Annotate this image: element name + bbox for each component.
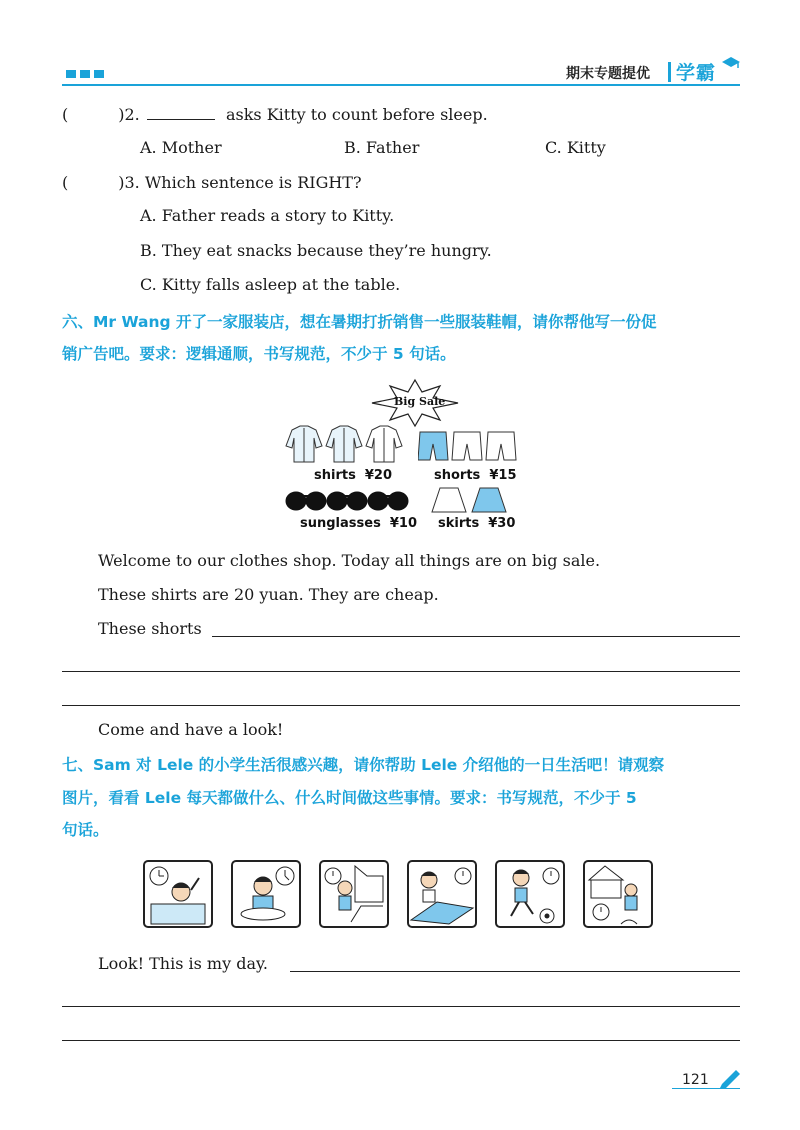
panel-play-football [495, 860, 565, 928]
header-rule [62, 84, 740, 86]
option-b[interactable]: B. Father [344, 138, 420, 157]
question-stem: Which sentence is RIGHT? [144, 173, 362, 192]
header-brand-logo: 学霸 [676, 62, 717, 84]
ad-text-line2: These shirts are 20 yuan. They are cheap. [98, 585, 439, 604]
shirt-icon [284, 424, 404, 464]
shorts-icon [418, 430, 518, 464]
house-icon [585, 862, 651, 926]
question-number: 3. [124, 173, 140, 192]
page-number: 121 [682, 1072, 709, 1088]
writing-line[interactable] [290, 971, 740, 972]
option-c[interactable]: C. Kitty [545, 138, 606, 157]
section-7-instruction-line1: 七、Sam 对 Lele 的小学生活很感兴趣，请你帮助 Lele 介绍他的一日生活吧！请观察 [62, 756, 665, 774]
header-section-title: 期末专题提优 [566, 66, 650, 82]
writing-line[interactable] [62, 1006, 740, 1007]
section-7-instruction-line2: 图片，看看 Lele 每天都做什么、什么时间做这些事情。要求：书写规范，不少于 5 [62, 789, 637, 807]
section-6-instruction-line1: 六、Mr Wang 开了一家服装店，想在暑期打折销售一些服装鞋帽，请你帮他写一份促 [62, 313, 657, 331]
question-2 [62, 105, 488, 125]
skirt-icon [430, 486, 508, 516]
footer-rule [672, 1088, 740, 1089]
panel-go-to-school [319, 860, 389, 928]
sunglasses-icon [284, 488, 410, 514]
writing-line[interactable] [62, 1040, 740, 1041]
sunglasses-label: sunglasses ¥10 [300, 516, 418, 531]
section-7-instruction-line3: 句话。 [62, 821, 109, 839]
school-icon [321, 862, 387, 926]
ad-text-line3: These shorts [98, 619, 202, 638]
section-6-instruction-line2: 销广告吧。要求：逻辑通顺，书写规范，不少于 5 句话。 [62, 345, 456, 363]
writing-line[interactable] [212, 636, 740, 637]
question-stem: asks Kitty to count before sleep. [225, 105, 488, 124]
wake-up-icon [145, 862, 211, 926]
breakfast-icon [233, 862, 299, 926]
fill-blank[interactable] [147, 105, 215, 120]
header-decoration [66, 70, 104, 78]
writing-line[interactable] [62, 671, 740, 672]
panel-wake-up [143, 860, 213, 928]
football-icon [497, 862, 563, 926]
panel-homework [407, 860, 477, 928]
daily-prompt: Look! This is my day. [98, 954, 268, 973]
answer-paren-close: ) [118, 105, 125, 124]
homework-icon [409, 862, 475, 926]
skirts-label: skirts ¥30 [438, 516, 516, 531]
question-3 [62, 173, 362, 193]
shirts-label: shirts ¥20 [314, 468, 393, 483]
shorts-label: shorts ¥15 [434, 468, 517, 483]
answer-paren-open: ( [62, 173, 69, 192]
panel-breakfast [231, 860, 301, 928]
panel-go-home [583, 860, 653, 928]
graduation-cap-icon [720, 54, 742, 70]
ad-text-line1: Welcome to our clothes shop. Today all things are on big sale. [98, 551, 601, 570]
pencil-icon [718, 1066, 742, 1088]
option-c[interactable]: C. Kitty falls asleep at the table. [140, 275, 401, 294]
question-number: 2. [124, 105, 140, 124]
writing-line[interactable] [62, 705, 740, 706]
big-sale-label: Big Sale [394, 395, 446, 408]
option-a[interactable]: A. Father reads a story to Kitty. [140, 206, 395, 225]
option-b[interactable]: B. They eat snacks because they’re hungry. [140, 241, 492, 260]
header-divider [668, 62, 671, 82]
answer-paren-close: ) [118, 173, 125, 192]
ad-closing: Come and have a look! [98, 720, 284, 739]
option-a[interactable]: A. Mother [140, 138, 222, 157]
answer-paren-open: ( [62, 105, 69, 124]
